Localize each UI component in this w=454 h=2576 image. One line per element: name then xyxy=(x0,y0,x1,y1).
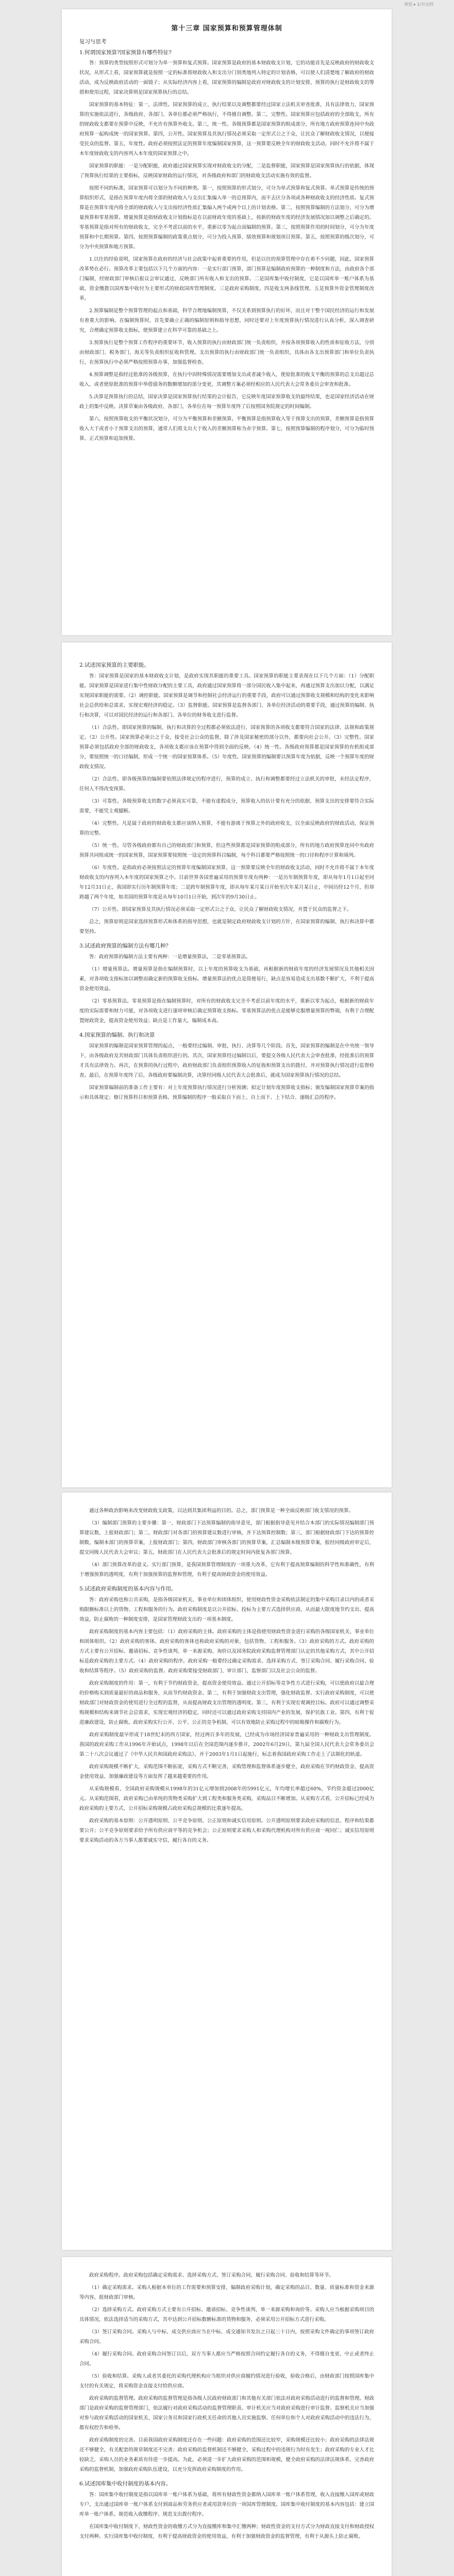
paragraph: （3）签订采购合同。采购人与中标、成交供应商应当在中标、成交通知书发出之日起三十日内，按照采购文件确定的事项签订政府采购合同。 xyxy=(79,2329,374,2345)
paragraph: （5）统一性。尽管各级政府都有自己的财政部门和预算，但这些预算都是国家预算的组成部分，所有的地方政府预算连同中央政府预算共同组成统一的国家预算，国家预算要按照统一设定的预算科目编制，每个科目都要严格按照统一的口径和程序计算和填列。 xyxy=(79,843,374,858)
paragraph: 2.预算编制是整个预算管理的起点和基础，科学合理地编制预算，不仅关系到预算执行的好坏，而且对于整个国民经济的运行和发展有着重大的影响。在编制预算时，首先要确立正确的编制原则和指导思想，同时还要对上年度预算执行情况进行认真分析，深入调查研究，合理确定预算收支指标，使预算建立在科学可靠的基础之上。 xyxy=(79,308,374,333)
document-page-3 xyxy=(62,1493,392,2250)
paragraph: 5.决算是预算执行的总结，国家决算是国家预算执行结果的会计报告，它反映年度国家预算收支的最终结果，也是国家经济活动在财政上的集中反映。决算草案由各级政府、各部门、各单位在每一预算年度终了后按照国务院规定的时间编制。 xyxy=(79,394,374,410)
paragraph: 政府采购的基本原则：公开透明原则、公平竞争原则、公正原则和诚实信用原则。公开透明原则要求政府采购的信息、程序和结果都要公开；公平竞争原则要求给予所有供应商平等的竞争机会；公正原则要求采购人和采购代理机构对所有供应商一视同仁；诚实信用原则要求采购活动的各方当事人都要诚实守信，履行各自的义务。 xyxy=(79,1818,374,1843)
paragraph: （4）履行采购合同。政府采购合同签订以后，双方当事人都应当严格按照合同约定履行各自的义务，不得擅自变更、中止或者终止合同。 xyxy=(79,2351,374,2367)
paragraph: 答：国家预算是国家的基本财政收支计划，是政府实现其职能的重要工具。国家预算的职能主要表现在以下几个方面：（1）分配职能。国家预算是国家进行集中性财政分配的主要工具，政府通过国家预算将一部分国民收入集中起来，再通过预算支出加以分配，以满足实现国家职能的需要。（2）调控职能。国家预算是调节和控制社会经济运行的重要手段，政府可以通过预算收支规模和结构的变化来影响社会总供给和总需求，实现宏观经济的稳定。（3）监督职能。国家预算是监督各部门、各单位经济活动的重要手段，通过预算的编制、执行和决算，可以对国民经济的运行和各部门、各单位的财务收支进行监督。 xyxy=(79,673,374,718)
top-bar xyxy=(0,0,454,9)
paragraph: （1）确定采购需求。采购人根据本单位的工作需要和预算安排，编制政府采购计划，确定采购的品目、数量、质量标准和资金来源等内容，报财政部门审核。 xyxy=(79,2285,374,2300)
paragraph: 答：预算的类型按照形式可划分为单一预算和复式预算。国家预算是政府的基本财政收支计划，它的功能首先是反映政府的财政收支状况，从形式上看，国家预算就是按照一定的标准将财政收入和支出分门别类地列入特定的计划表格，可以使人们清楚地了解政府的财政活动，成为反映政府活动的一面镜子；从实际经济内容上看，国家预算的编制是政府对财政收支的计划安排，预算的执行是财政收支的筹措和使用过程，国家决算则是国家预算执行的总结。 xyxy=(79,60,374,95)
paragraph: 从采购规模看，全国政府采购规模从1998年的31亿元增加到2008年的5991亿元，年均增长率超过60%，节约资金超过2000亿元。从采购范围看，政府采购已由单纯的货物类采购扩大到工程类和服务类采购，采购品目不断增加。从采购方式看，公开招标已经成为政府采购的主要方式，公开招标采购规模占政府采购总规模的比重逐年提高。 xyxy=(79,1786,374,1811)
paragraph: 3.预算执行是整个预算工作程序的重要环节，收入预算的执行由财政部门统一负责组织，并按各项预算收入的性质和征收方法，分别由财政部门、税务部门、海关等负责组织征收和管理。支出预算的执行由财政部门统一负责组织，具体由各支出预算部门和单位负责执行，在预算执行中必须严格按照预算办事，加强监督检查。 xyxy=(79,340,374,365)
paragraph: 通过各种政治影响来改变财政收支政策，以达到其集团利益的目的。总之，部门预算是一种全面反映部门收支情况的预算。 xyxy=(89,1508,354,1514)
document-page-1 xyxy=(62,9,392,635)
paragraph: 政府采购制度最早形成于18世纪末的西方国家，经过两百多年的发展，已经成为市场经济国家普遍采用的一种财政支出管理制度。我国的政府采购工作从1996年开始试点，1998年以后在全国范围内逐步推开，2002年6月29日，第九届全国人民代表大会常务委员会第二十八次会议通过了《中华人民共和国政府采购法》，并于2003年1月1日起施行，标志着我国政府采购工作走上了法制化的轨道。 xyxy=(79,1732,374,1757)
paragraph: 第六，按照预算收支的平衡状况划分，可分为平衡预算和差额预算。平衡预算是指预算收入等于预算支出的预算，差额预算是指预算收入大于或者小于预算支出的预算，通常人们将支出大于收入的差额预算称为赤字预算。第七，按照预算编制的程序划分，可分为临时预算、正式预算和追加预算。 xyxy=(79,416,374,442)
paragraph: 政府采购规模不断扩大，采购范围不断拓宽，采购方式不断完善，采购管理和监督体系逐步健全，政府采购在节约财政资金、提高资金使用效益、加强廉政建设等方面发挥了越来越重要的作用。 xyxy=(79,1764,374,1780)
paragraph: 按照不同的标准，国家预算可以划分为不同的种类。第一，按照预算的形式划分，可分为单式预算和复式预算。单式预算是传统的预算组织形式，是指在预算年度内将全部的财政收入与支出汇集编入单一的总预算内，而不去区分各项或各种财政收支的经济性质。复式预算是在预算年度内将全部的财政收入与支出按经济性质汇集编入两个或两个以上的计划表格。第二，按照预算编制的方法划分，可分为增量预算和零基预算。增量预算是指财政收支计划指标是在以前财政年度的基础上，按新的财政年度的经济发展情况加以调整之后确定的。零基预算是指对所有的财政收支，完全不考虑以前的水平，重新以零为起点而编制的预算。第三，按照预算作用的时间划分，可分为年度预算和中长期预算。第四，按照预算编制的政策重点划分，可分为投入预算、绩效预算和规划项目预算。第五，按照预算的级次划分，可分为中央预算和地方预算。 xyxy=(79,185,374,250)
chapter-title: 第十三章 国家预算和预算管理体制 xyxy=(171,25,282,32)
paragraph: （7）公开性。即国家预算及其执行情况必须采取一定形式公之于众，让民众了解财政收支情况，并置于民众的监督之下。 xyxy=(89,907,352,912)
document-page-2 xyxy=(62,642,392,1487)
paragraph: （1）合法性。即国家预算的编制、执行和决算的全过程都必须依法进行，国家预算的各项收支都要符合国家的法律、法规和政策规定。（2）公开性。国家预算必须公之于众，接受社会公众的监督，除了涉及国家秘密的部分以外，都要向社会公开。（3）完整性。国家预算必须包括政府全部的财政收支，各项收支都应该在预算中得到全面的反映。（4）统一性。各级政府预算都是国家预算的有机组成部分，要按照统一的口径编制，形成一个统一的国家预算体系。（5）年度性。国家预算的编制要以预算年度为依据，反映一个预算年度的财政收支情况。 xyxy=(79,725,374,770)
paragraph: 政府采购程序。政府采购包括确定采购需求、选择采购方式、签订采购合同、履行采购合同、验收和结算等环节。 xyxy=(89,2273,334,2278)
paragraph: （1）增量预算法。增量预算是指在编制预算时，以上年度的预算收支为基础，再根据新的财政年度的经济发展情况及其他相关因素，对各项收支指标加以调整而确定新的预算收支指标。增量预算法的优点是简便易行，缺点是容易造成支出基数不断扩大，不利于提高资金使用效益。 xyxy=(79,967,374,992)
question-heading: 3.试述政府预算的编制方法有哪几种？ xyxy=(79,943,172,949)
paragraph: （4）部门预算改革的意义。实行部门预算，是我国预算管理制度的一项重大改革，它有利于提高预算编制的科学性和准确性，有利于增强预算的透明度，有利于加强预算的监督和管理，有利于提高财政资金的使用效益。 xyxy=(79,1562,374,1578)
question-heading: 4.国家预算的编制、执行和决算 xyxy=(79,1032,155,1038)
paragraph: 国家预算的编制是国家预算管理的起点，一般要经过编制、审批、执行、决算等几个阶段。首先，国家预算的编制是在中央统一领导下，由各级政府及其财政部门具体负责组织进行的。其次，国家预算经过编制以后，要提交各级人民代表大会审查批准，经批准后的预算才具有法律效力。再次，在预算的执行过程中，政府财政部门负责组织预算收入的征收和预算支出的拨付，并对预算执行情况进行监督检查。最后，在预算年度终了后，各级政府要编制决算，决算经同级人民代表大会批准后，就成为国家预算执行情况的总结。 xyxy=(79,1043,374,1078)
paragraph: （6）年度性。是指政府必须按照法定的预算年度编制国家预算，这一预算要反映全年的财政收支活动，同时不允许将不属于本年度财政收支的内容列入本年度的国家预算之中。目前世界各国普遍采用的预算年度有两种：一是历年制预算年度，即从每年1月1日起至同年12月31日止，我国即实行历年制预算年度；二是跨年制预算年度，即从每年某月某日开始至次年某月某日止，中间历经12个月，但却跨越了两个年度，如美国的预算年度是从每年10月1日开始，到次年的9月30日止。 xyxy=(79,865,374,900)
question-heading: 2.试述国家预算的主要职能。 xyxy=(79,662,150,668)
paragraph: 政府采购制度的作用：第一，有利于节约财政资金，提高资金使用效益。通过公开招标等竞争性方式进行采购，可以使政府以最合理的价格购买到质量最好的商品和服务，从而节约财政资金。第二，有利于加强财政支出管理，强化财政监督。实行政府采购制度，可以使财政部门对财政资金的使用进行全过程的监督，从而提高财政支出管理的透明度。第三，有利于实现宏观调控目标。政府可以通过调整采购规模和结构来调节社会总需求，实现宏观经济的稳定，同时还可以通过政府采购支持国内产业的发展，保护民族工业。第四，有利于促进廉政建设，防止腐败。政府采购实行公开、公平、公正的竞争机制，可以有效地防止采购过程中的暗箱操作和腐败行为。 xyxy=(79,1681,374,1725)
top-bar-text: 预览 ▸ 1/7/文档 xyxy=(404,2,433,7)
paragraph: 政府采购制度的基本内容主要包括：（1）政府采购的主体。政府采购的主体是指使用财政性资金进行采购的各级国家机关、事业单位和团体组织。（2）政府采购的客体。政府采购的客体也称政府采购的对象，包括货物、工程和服务。（3）政府采购的方式。政府采购的方式主要有公开招标、邀请招标、竞争性谈判、单一来源采购、询价以及国务院政府采购监督管理部门认定的其他采购方式，其中公开招标是政府采购的主要方式。（4）政府采购的程序。政府采购一般要经过确定采购需求、选择采购方式、签订采购合同、履行采购合同、验收和结算等程序。（5）政府采购的监督。政府采购要接受财政部门、审计部门、监察部门以及社会公众的监督。 xyxy=(79,1629,374,1674)
paragraph: （2）零基预算法。零基预算是指在编制预算时，对所有的财政收支完全不考虑以前年度的水平，重新以零为起点，根据新的财政年度的实际需要和财力可能，对各项收支进行逐项审核后确定预算收支指标。零基预算法的优点是能够克服增量预算的弊端，有利于合理配置财政资金，提高资金使用效益；缺点是工作量大，编制成本高。 xyxy=(79,998,374,1024)
paragraph: （5）验收和结算。采购人或者其委托的采购代理机构应当组织对供应商履约情况进行验收，验收合格后，由财政部门按照国库集中支付的有关规定，将采购资金直接支付给供应商。 xyxy=(79,2374,374,2389)
paragraph: 在国库集中收付制度下，财政性资金的收缴方式分为直接缴库和集中汇缴两种；财政性资金的支付方式分为财政直接支付和财政授权支付两种。实行国库集中收付制度，有利于提高财政资金的使用效益，有利于加强财政资金的监督管理，有利于从源头上防止腐败。 xyxy=(79,2524,374,2539)
paragraph: （3）可靠性。各级预算收支的数字必须真实可靠，不能有虚假成分，预算收入的估计要有充分的依据，预算支出的安排要符合实际需要，不能凭主观臆断。 xyxy=(79,799,374,814)
question-heading: 5.试述政府采购制度的基本内容与作用。 xyxy=(79,1586,177,1592)
paragraph: 国家预算编制前的准备工作主要有：对上年度预算执行情况进行分析预测；拟定计划年度预算收支指标；颁发编制国家预算草案的指示和具体规定；修订预算科目和预算表格。预算编制的程序一般采取自下而上、自上而下、上下结合、逐级汇总的程序。 xyxy=(79,1085,374,1100)
paragraph: 答：政府预算的编制方法主要有两种：一是增量预算法，二是零基预算法。 xyxy=(89,954,251,960)
question-heading: 1.何谓国家预算?国家预算有哪些特征? xyxy=(79,49,172,56)
paragraph: （3）编制部门预算的主要步骤：第一，财政部门下达预算编制的指导意见，部门根据指导意见并结合本部门的实际情况编制部门预算建议数，上报财政部门；第二，财政部门对各部门的预算建议数进行审核，并下达预算控制数；第三，部门根据财政部门下达的预算控制数，编制本部门的预算草案，上报财政部门；第四，财政部门审核各部门的预算草案，汇总编制本级预算草案，报经同级政府审定后，提交同级人民代表大会审议；第五，财政部门在人民代表大会批准后的规定时间内批复各部门预算。 xyxy=(79,1520,374,1555)
paragraph: 总之，预算原则是国家选择预算形式和体系的指导思想，也就是制定政府财政收支计划的方针，在国家预算的编制、执行和决算中都要坚持。 xyxy=(79,919,374,935)
paragraph: 1.以往的经验说明，国家预算在政府的经济与社会政策中起着重要的作用，但是以往的预算管理中存在着不少问题，因此，国家预算改革势在必行。预算改革主要包括以下几个方面的内容：一是实行部门预算，部门预算是编制政府预算的一种制度和方法，由政府各个部门编制，经财政部门审核后报议会审议通过，反映部门所有收入和支出的预算。二是国库集中收付制度，它是以国库单一账户体系为基础，资金缴拨以国库集中收付为主要形式的财政国库管理制度。三是政府采购制度。四是收支两条线管理。五是预算外资金管理制度改革。 xyxy=(79,257,374,301)
paragraph: 国家预算的职能：一是分配职能，政府通过国家预算实现对财政收支的分配，二是监督职能，国家预算是国家预算执行的依据，体现了预算执行结果的主要指标，反映国家财政的运行情况，对各级政府和部门的财政收支活动实施有效的监督。 xyxy=(79,163,374,179)
paragraph: 答：政府采购也称公共采购，是指各级国家机关、事业单位和团体组织，使用财政性资金采购依法制定的集中采购目录以内的或者采购限额标准以上的货物、工程和服务的行为。政府采购制度是以公开招标、投标为主要方式选择供应商，从而最大限度地节约支出、提高效益，防止腐败的一种制度安排，是国家管理财政支出的一项基本制度。 xyxy=(79,1597,374,1622)
paragraph: 政府采购的监督管理。政府采购的监督管理是指各级人民政府财政部门和其他有关部门依法对政府采购活动进行的监督和管理。财政部门是政府采购的监督管理部门，依法履行对政府采购活动的监督管理职责。审计机关应当对政府采购进行审计监督。监察机关应当加强对参与政府采购活动的国家机关、国家公务员和国家行政机关任命的其他人员实施监察。任何单位和个人对政府采购活动中的违法行为，都有权控告和检举。 xyxy=(79,2396,374,2431)
paragraph: （2）选择采购方式。政府采购方式主要有公开招标、邀请招标、竞争性谈判、单一来源采购和询价等。采购人应当根据采购项目的具体情况，依法选择适当的采购方式，其中达到公开招标数额标准的货物和服务，必须采用公开招标方式进行采购。 xyxy=(79,2307,374,2323)
paragraph: 政府采购制度的完善。目前我国政府采购制度还存在一些问题：政府采购的范围还比较窄，采购规模还比较小；政府采购的法律法规还不够健全，有关配套的规章制度还不完善；政府采购的监督机制还不够健全，采购过程中的违规行为时有发生；政府采购的专业人才比较缺乏，采购人员的业务素质有待进一步提高。为此，必须进一步扩大政府采购的范围和规模，健全政府采购的法律法规体系，完善政府采购的监督机制，加强政府采购队伍建设，以充分发挥政府采购制度的作用。 xyxy=(79,2437,374,2472)
paragraph: 4.预算调整是指经过批准的各级预算，在执行中因特殊情况需要增加支出或者减少收入，使原批准的收支平衡的预算的总支出超过总收入，或者使原批准的预算中举借债务的数额增加的部分变更，其调整方案必须经相应的人民代表大会常务委员会审查和批准。 xyxy=(79,372,374,387)
section-heading: 复习与思考 xyxy=(79,39,107,45)
paragraph: 答：国库集中收付制度是指以国库单一账户体系为基础，将所有财政性资金都纳入国库单一账户体系管理，收入直接缴入国库或财政专户，支出通过国库单一账户体系支付到商品和劳务供应者或用款单位的一项国库管理制度。国库集中收付制度的基本内容包括：建立国库单一账户体系、规范收入收缴程序、规范支出拨付程序。 xyxy=(79,2492,374,2517)
paragraph: 国家预算的基本特征：第一，法律性。国家预算的成立、执行结果以及调整都要经过国家立法机关审查批准，具有法律效力，国家预算的实施依法进行，各级政府、各部门、各单位都必须严格执行，不得擅自调整。第二，完整性。国家预算应包括政府的全部收支，所有的财政收支都要在预算中反映，不允许有预算外收支。第三，统一性。各级预算都是国家预算的组成部分，所有地方政府预算连同中央政府预算一起构成统一的国家预算。第四，公开性。国家预算及其执行情况必须采取一定形式公之于众，让民众了解财政收支情况，以便接受民众的监督。第五，年度性。政府必须按照法定的预算年度编制国家预算，这一预算要反映全年的财政收支活动，同时不允许将不属于本年度财政收支的内容列入本年度的国家预算之中。 xyxy=(79,102,374,157)
paragraph: （4）完整性。凡是属于政府的财政收支都应该纳入预算，不能有游离于预算之外的政府收支，以全面反映政府的财政活动，保证预算的完整。 xyxy=(79,821,374,836)
document-page-4 xyxy=(62,2257,392,2576)
paragraph: （2）合法性。即各级预算的编制要依照法律规定的程序进行，预算的成立、执行和调整都要经过立法机关的审批，未经法定程序，任何人不得改变预算。 xyxy=(79,776,374,792)
question-heading: 6.试述国库集中收付制度的基本内容。 xyxy=(79,2481,172,2487)
